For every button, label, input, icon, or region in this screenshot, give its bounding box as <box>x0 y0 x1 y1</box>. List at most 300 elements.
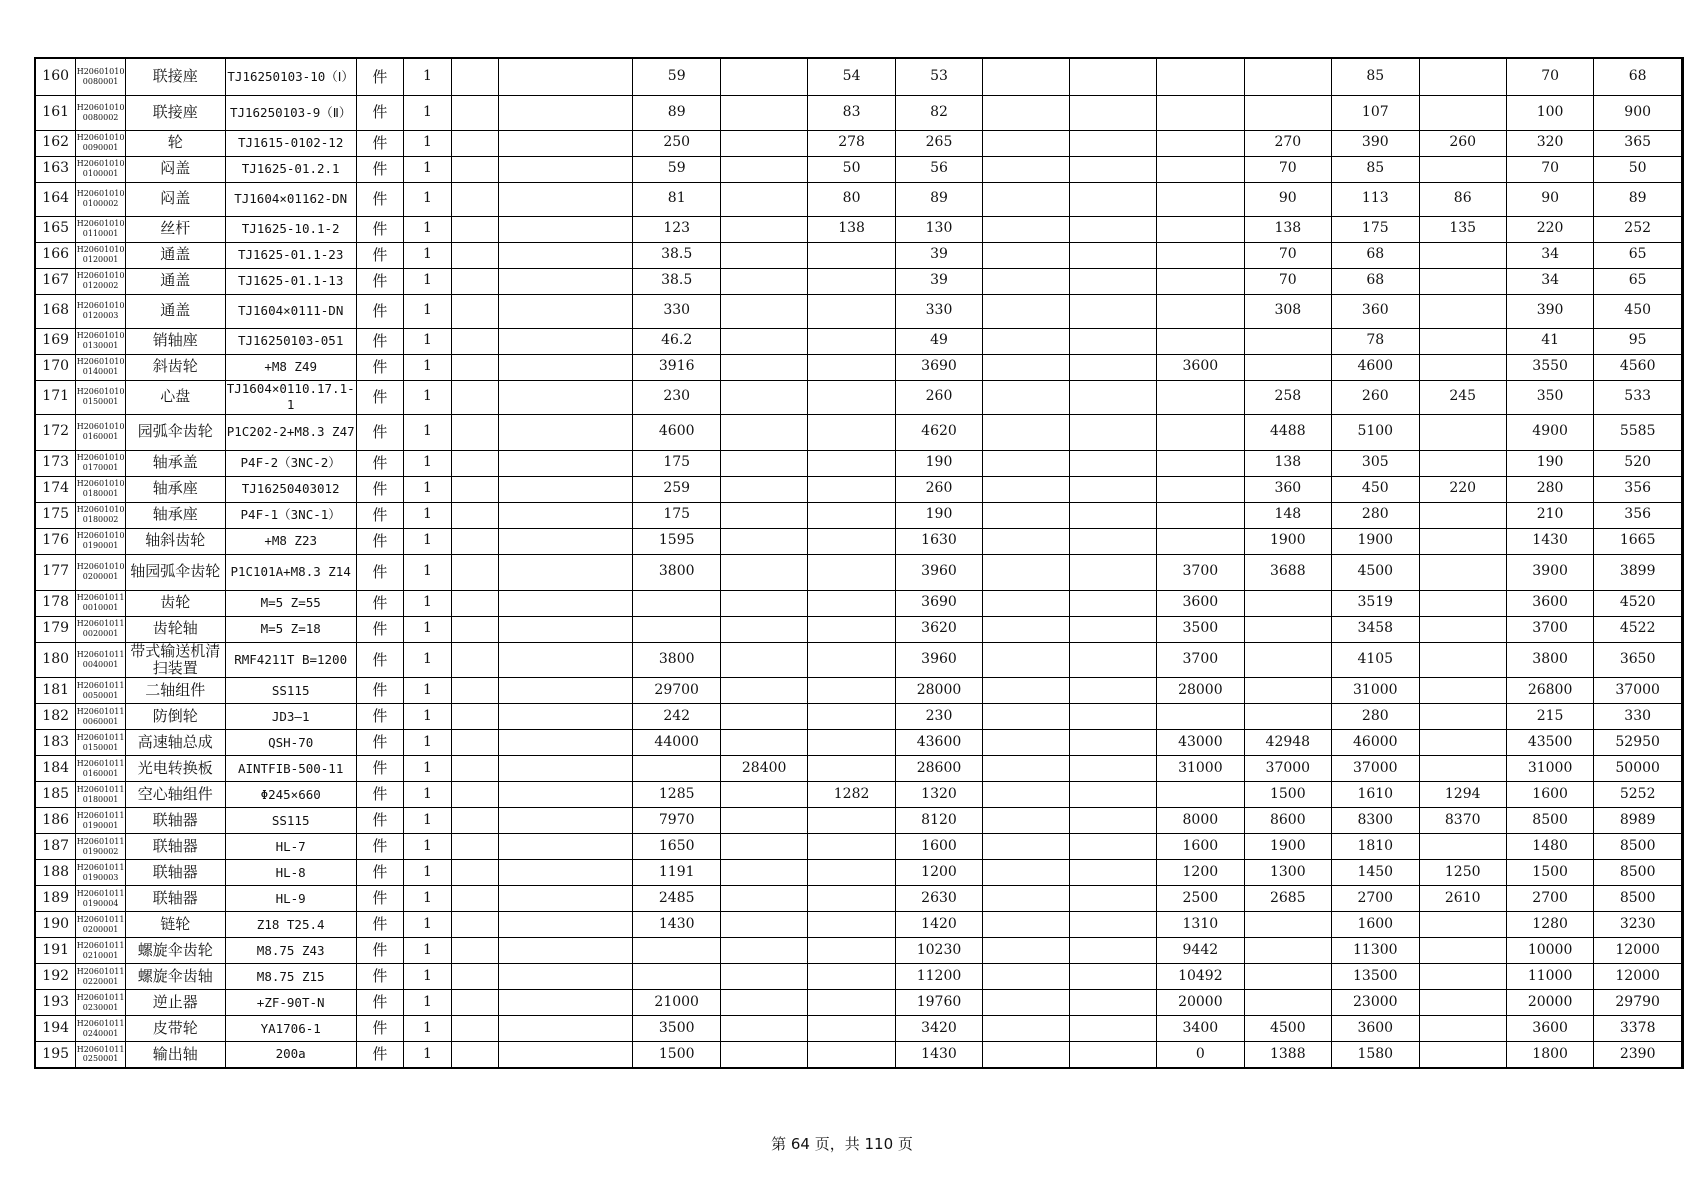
price-cell <box>808 268 895 294</box>
unit: 件 <box>356 860 404 886</box>
price-cell <box>1419 730 1506 756</box>
price-cell: 330 <box>895 294 982 328</box>
unit: 件 <box>356 616 404 642</box>
price-cell <box>1419 912 1506 938</box>
price-cell <box>720 990 807 1016</box>
price-cell: 135 <box>1419 216 1506 242</box>
row-index: 188 <box>35 860 76 886</box>
price-cell <box>983 450 1070 476</box>
unit: 件 <box>356 216 404 242</box>
table-row <box>35 730 1683 756</box>
unit: 件 <box>356 642 404 678</box>
price-cell: 1600 <box>1332 912 1419 938</box>
price-cell: 242 <box>633 704 720 730</box>
quantity: 1 <box>404 294 452 328</box>
price-cell: 3650 <box>1594 642 1682 678</box>
price-cell <box>720 938 807 964</box>
price-cell <box>1244 616 1331 642</box>
part-model: TJ1625-01.1-13 <box>225 268 356 294</box>
price-cell <box>808 756 895 782</box>
price-cell <box>499 268 633 294</box>
price-cell: 59 <box>633 58 720 95</box>
table-row <box>35 95 1683 130</box>
price-cell: 107 <box>1332 95 1419 130</box>
table-row <box>35 678 1683 704</box>
table-row <box>35 156 1683 182</box>
table-row <box>35 130 1683 156</box>
price-cell: 1282 <box>808 782 895 808</box>
price-cell <box>1070 1016 1157 1042</box>
table-row <box>35 216 1683 242</box>
price-cell: 65 <box>1594 268 1682 294</box>
price-cell <box>808 294 895 328</box>
price-cell: 50 <box>808 156 895 182</box>
table-row <box>35 616 1683 642</box>
unit: 件 <box>356 912 404 938</box>
price-cell <box>1682 730 1684 756</box>
row-index: 179 <box>35 616 76 642</box>
material-code: H206010100180001 <box>76 476 125 502</box>
price-cell: 138 <box>808 216 895 242</box>
part-model: Z18 T25.4 <box>225 912 356 938</box>
material-code: H206010110190003 <box>76 860 125 886</box>
price-cell: 1600 <box>895 834 982 860</box>
price-cell: 3500 <box>1157 616 1244 642</box>
price-cell: 3600 <box>1506 590 1593 616</box>
material-code: H206010100170001 <box>76 450 125 476</box>
price-cell: 46.2 <box>633 328 720 354</box>
blank-cell <box>451 990 498 1016</box>
part-model: HL-7 <box>225 834 356 860</box>
price-cell <box>1070 414 1157 450</box>
price-cell: 365 <box>1594 130 1682 156</box>
unit: 件 <box>356 756 404 782</box>
quantity: 1 <box>404 502 452 528</box>
price-cell: 1580 <box>1332 1042 1419 1068</box>
price-cell <box>1682 782 1684 808</box>
price-cell <box>983 414 1070 450</box>
price-cell <box>499 730 633 756</box>
price-cell: 5100 <box>1332 414 1419 450</box>
table-row <box>35 268 1683 294</box>
price-cell: 31000 <box>1157 756 1244 782</box>
price-cell: 330 <box>633 294 720 328</box>
price-cell: 52950 <box>1594 730 1682 756</box>
table-row <box>35 964 1683 990</box>
part-model: Φ245×660 <box>225 782 356 808</box>
price-cell: 3690 <box>895 354 982 380</box>
price-cell: 100 <box>1506 95 1593 130</box>
material-code: H206010100190001 <box>76 528 125 554</box>
price-cell: 3230 <box>1594 912 1682 938</box>
price-cell: 4520 <box>1594 590 1682 616</box>
price-cell: 12000 <box>1594 938 1682 964</box>
unit: 件 <box>356 242 404 268</box>
price-cell: 1388 <box>1244 1042 1331 1068</box>
row-index: 183 <box>35 730 76 756</box>
quantity: 1 <box>404 616 452 642</box>
page-footer: 第 64 页，共 110 页 <box>771 1135 913 1153</box>
price-cell <box>720 912 807 938</box>
price-cell <box>1070 242 1157 268</box>
price-cell: 123 <box>633 216 720 242</box>
part-name: 链轮 <box>125 912 225 938</box>
price-cell: 31000 <box>1506 756 1593 782</box>
price-cell: 49 <box>895 328 982 354</box>
price-cell <box>808 860 895 886</box>
price-cell <box>720 782 807 808</box>
blank-cell <box>451 808 498 834</box>
price-cell: 82 <box>895 95 982 130</box>
price-cell: 1500 <box>633 1042 720 1068</box>
blank-cell <box>451 528 498 554</box>
price-cell <box>983 1016 1070 1042</box>
price-cell <box>983 912 1070 938</box>
price-cell <box>1157 502 1244 528</box>
price-cell <box>983 182 1070 216</box>
table-row <box>35 58 1683 95</box>
price-cell: 8600 <box>1244 808 1331 834</box>
unit: 件 <box>356 354 404 380</box>
part-name: 轮 <box>125 130 225 156</box>
part-model: P1C202-2+M8.3 Z47 <box>225 414 356 450</box>
material-code: H206010100130001 <box>76 328 125 354</box>
price-cell: 138 <box>1244 450 1331 476</box>
price-cell: 1300 <box>1244 860 1331 886</box>
price-cell <box>1244 354 1331 380</box>
price-cell: 3378 <box>1594 1016 1682 1042</box>
row-index: 169 <box>35 328 76 354</box>
price-cell <box>1157 704 1244 730</box>
blank-cell <box>451 554 498 590</box>
price-cell: 20000 <box>1157 990 1244 1016</box>
price-cell: 13500 <box>1332 964 1419 990</box>
price-cell: 390 <box>1506 294 1593 328</box>
price-cell <box>983 294 1070 328</box>
price-cell <box>1419 834 1506 860</box>
blank-cell <box>451 502 498 528</box>
price-cell: 260 <box>895 380 982 414</box>
row-index: 172 <box>35 414 76 450</box>
price-cell: 8500 <box>1506 808 1593 834</box>
unit: 件 <box>356 886 404 912</box>
price-cell <box>983 616 1070 642</box>
price-cell <box>808 476 895 502</box>
price-cell: 4560 <box>1594 354 1682 380</box>
price-cell <box>1419 528 1506 554</box>
quantity: 1 <box>404 808 452 834</box>
quantity: 1 <box>404 730 452 756</box>
price-cell <box>1244 964 1331 990</box>
price-cell: 280 <box>1506 476 1593 502</box>
price-cell <box>1419 294 1506 328</box>
price-cell <box>720 554 807 590</box>
price-cell <box>1682 938 1684 964</box>
quantity: 1 <box>404 380 452 414</box>
price-table-body <box>35 58 1683 1068</box>
price-cell <box>720 58 807 95</box>
price-cell <box>808 886 895 912</box>
price-cell <box>1682 554 1684 590</box>
table-row <box>35 242 1683 268</box>
price-cell <box>1682 1016 1684 1042</box>
unit: 件 <box>356 834 404 860</box>
price-cell <box>1419 95 1506 130</box>
price-cell <box>808 990 895 1016</box>
table-row <box>35 528 1683 554</box>
price-cell: 215 <box>1506 704 1593 730</box>
price-cell <box>1682 1042 1684 1068</box>
price-cell <box>1070 380 1157 414</box>
price-cell <box>1244 912 1331 938</box>
price-cell <box>1419 756 1506 782</box>
price-cell: 3420 <box>895 1016 982 1042</box>
row-index: 177 <box>35 554 76 590</box>
quantity: 1 <box>404 528 452 554</box>
price-cell <box>720 1016 807 1042</box>
price-cell <box>1157 156 1244 182</box>
price-cell: 29700 <box>633 678 720 704</box>
price-cell <box>1419 938 1506 964</box>
price-cell: 3600 <box>1332 1016 1419 1042</box>
price-cell: 1600 <box>1506 782 1593 808</box>
part-name: 通盖 <box>125 268 225 294</box>
price-cell <box>983 554 1070 590</box>
table-row <box>35 860 1683 886</box>
price-cell <box>1070 704 1157 730</box>
price-cell <box>1682 216 1684 242</box>
price-cell: 1430 <box>633 912 720 938</box>
unit: 件 <box>356 182 404 216</box>
price-cell <box>1070 182 1157 216</box>
quantity: 1 <box>404 964 452 990</box>
price-cell: 70 <box>1244 242 1331 268</box>
price-cell: 1600 <box>1157 834 1244 860</box>
price-cell <box>983 95 1070 130</box>
part-name: 轴承座 <box>125 476 225 502</box>
blank-cell <box>451 414 498 450</box>
price-cell <box>808 642 895 678</box>
price-cell: 8300 <box>1332 808 1419 834</box>
price-cell: 68 <box>1594 58 1682 95</box>
material-code: H206010110160001 <box>76 756 125 782</box>
price-cell: 89 <box>895 182 982 216</box>
price-cell <box>983 756 1070 782</box>
price-cell <box>1419 642 1506 678</box>
price-cell: 1250 <box>1419 860 1506 886</box>
quantity: 1 <box>404 328 452 354</box>
part-name: 逆止器 <box>125 990 225 1016</box>
price-cell: 1280 <box>1506 912 1593 938</box>
quantity: 1 <box>404 156 452 182</box>
price-cell: 330 <box>1594 704 1682 730</box>
price-cell <box>1070 678 1157 704</box>
blank-cell <box>451 354 498 380</box>
price-cell: 3700 <box>1157 554 1244 590</box>
price-cell <box>1682 242 1684 268</box>
price-cell <box>983 964 1070 990</box>
price-cell <box>1682 590 1684 616</box>
row-index: 165 <box>35 216 76 242</box>
material-code: H206010100160001 <box>76 414 125 450</box>
blank-cell <box>451 886 498 912</box>
price-cell: 54 <box>808 58 895 95</box>
price-cell <box>983 642 1070 678</box>
price-cell <box>1244 328 1331 354</box>
price-cell: 4600 <box>633 414 720 450</box>
price-cell: 3690 <box>895 590 982 616</box>
price-cell <box>1682 756 1684 782</box>
blank-cell <box>451 476 498 502</box>
price-cell <box>1244 590 1331 616</box>
price-cell <box>720 964 807 990</box>
price-cell: 37000 <box>1332 756 1419 782</box>
price-cell <box>1157 216 1244 242</box>
row-index: 174 <box>35 476 76 502</box>
table-row <box>35 328 1683 354</box>
price-cell <box>808 938 895 964</box>
quantity: 1 <box>404 756 452 782</box>
price-cell: 34 <box>1506 242 1593 268</box>
row-index: 166 <box>35 242 76 268</box>
price-cell <box>1682 156 1684 182</box>
part-name: 销轴座 <box>125 328 225 354</box>
price-cell <box>499 704 633 730</box>
row-index: 175 <box>35 502 76 528</box>
part-model: P4F-1（3NC-1） <box>225 502 356 528</box>
price-cell <box>1682 450 1684 476</box>
price-cell <box>1682 808 1684 834</box>
price-cell <box>1070 554 1157 590</box>
price-cell <box>720 616 807 642</box>
material-code: H206010110180001 <box>76 782 125 808</box>
part-model: TJ1625-01.2.1 <box>225 156 356 182</box>
price-cell <box>983 860 1070 886</box>
price-cell <box>1244 704 1331 730</box>
price-cell <box>499 1016 633 1042</box>
material-code: H206010100100001 <box>76 156 125 182</box>
material-code: H206010100110001 <box>76 216 125 242</box>
part-name: 齿轮 <box>125 590 225 616</box>
price-cell: 3800 <box>633 554 720 590</box>
quantity: 1 <box>404 938 452 964</box>
price-cell <box>499 860 633 886</box>
unit: 件 <box>356 476 404 502</box>
price-cell <box>499 156 633 182</box>
price-cell <box>808 242 895 268</box>
row-index: 195 <box>35 1042 76 1068</box>
price-cell <box>1682 678 1684 704</box>
price-cell: 520 <box>1594 450 1682 476</box>
price-cell <box>1157 182 1244 216</box>
row-index: 168 <box>35 294 76 328</box>
price-cell <box>720 354 807 380</box>
price-cell <box>1419 590 1506 616</box>
price-cell: 4500 <box>1332 554 1419 590</box>
price-cell <box>1070 328 1157 354</box>
price-cell <box>983 990 1070 1016</box>
price-cell <box>1070 808 1157 834</box>
price-cell <box>499 912 633 938</box>
price-cell <box>633 964 720 990</box>
price-cell <box>720 380 807 414</box>
material-code: H206010110150001 <box>76 730 125 756</box>
price-cell <box>1419 58 1506 95</box>
price-cell <box>808 414 895 450</box>
quantity: 1 <box>404 678 452 704</box>
price-cell: 5585 <box>1594 414 1682 450</box>
part-name: 联接座 <box>125 58 225 95</box>
price-cell: 86 <box>1419 182 1506 216</box>
price-cell: 280 <box>1332 704 1419 730</box>
price-cell <box>1682 328 1684 354</box>
price-cell <box>1419 678 1506 704</box>
price-cell: 28400 <box>720 756 807 782</box>
price-cell: 1320 <box>895 782 982 808</box>
price-cell <box>1682 886 1684 912</box>
price-cell <box>808 964 895 990</box>
price-cell <box>983 730 1070 756</box>
price-cell: 130 <box>895 216 982 242</box>
price-cell <box>1682 476 1684 502</box>
part-name: 联轴器 <box>125 834 225 860</box>
part-model: AINTFIB-500-11 <box>225 756 356 782</box>
price-cell: 4105 <box>1332 642 1419 678</box>
table-row <box>35 294 1683 328</box>
price-cell <box>1157 58 1244 95</box>
price-cell: 38.5 <box>633 268 720 294</box>
material-code: H206010110210001 <box>76 938 125 964</box>
row-index: 192 <box>35 964 76 990</box>
blank-cell <box>451 450 498 476</box>
unit: 件 <box>356 130 404 156</box>
price-cell: 3700 <box>1506 616 1593 642</box>
part-model: RMF4211T B=1200 <box>225 642 356 678</box>
price-cell: 8500 <box>1594 886 1682 912</box>
price-cell <box>983 808 1070 834</box>
unit: 件 <box>356 554 404 590</box>
price-cell <box>1419 704 1506 730</box>
price-cell <box>983 704 1070 730</box>
price-cell <box>499 95 633 130</box>
price-cell: 4600 <box>1332 354 1419 380</box>
price-cell: 2610 <box>1419 886 1506 912</box>
part-model: M=5 Z=18 <box>225 616 356 642</box>
part-name: 高速轴总成 <box>125 730 225 756</box>
price-cell <box>499 380 633 414</box>
price-cell: 278 <box>808 130 895 156</box>
unit: 件 <box>356 782 404 808</box>
row-index: 191 <box>35 938 76 964</box>
unit: 件 <box>356 528 404 554</box>
blank-cell <box>451 294 498 328</box>
blank-cell <box>451 268 498 294</box>
quantity: 1 <box>404 834 452 860</box>
price-cell <box>1682 990 1684 1016</box>
price-cell: 2700 <box>1506 886 1593 912</box>
table-row <box>35 756 1683 782</box>
price-cell: 1310 <box>1157 912 1244 938</box>
price-cell <box>1682 58 1684 95</box>
part-model: SS115 <box>225 678 356 704</box>
price-cell: 900 <box>1594 95 1682 130</box>
price-cell: 90 <box>1506 182 1593 216</box>
price-cell <box>1682 130 1684 156</box>
row-index: 190 <box>35 912 76 938</box>
price-cell <box>633 616 720 642</box>
price-cell <box>1070 860 1157 886</box>
unit: 件 <box>356 294 404 328</box>
